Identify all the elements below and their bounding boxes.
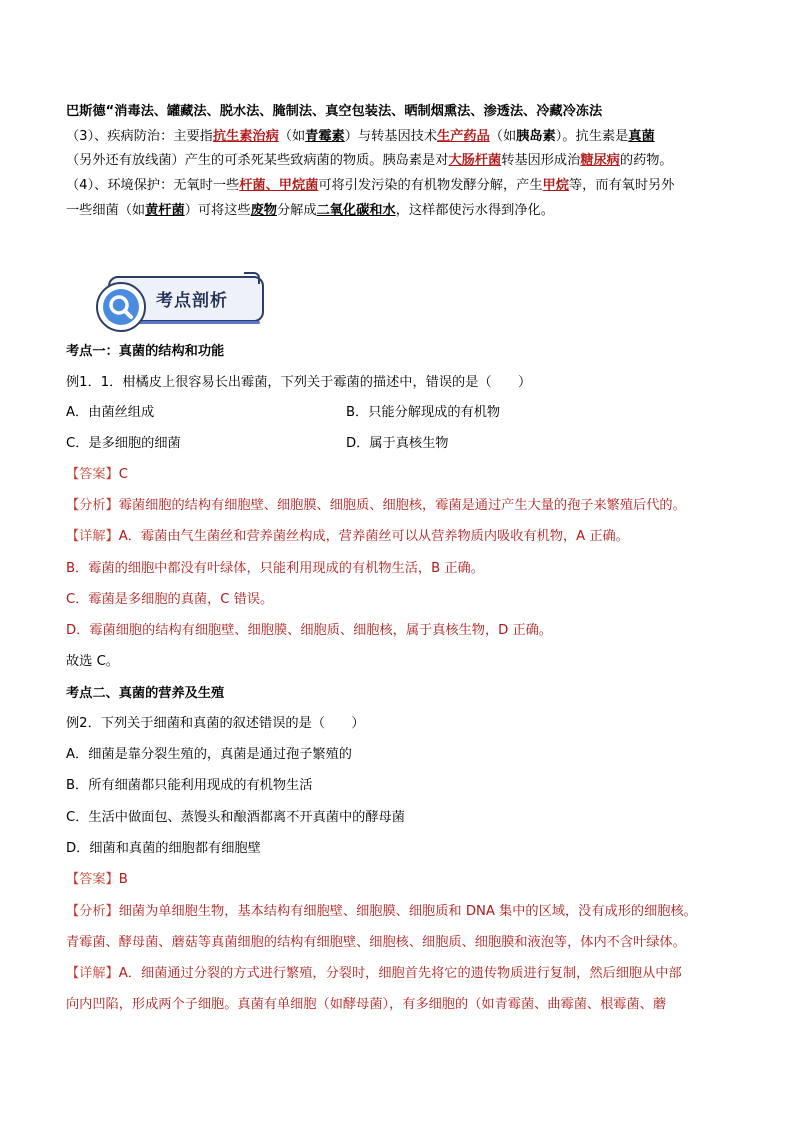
section-2-heading: 考点二、真菌的营养及生殖 <box>66 686 225 701</box>
keyword: 二氧化碳和水 <box>316 203 396 218</box>
text: ）与转基因技术 <box>344 129 438 144</box>
detail-1-c: C．霉菌是多细胞的真菌，C 错误。 <box>66 592 274 607</box>
detail-text: A．霉菌由气生菌丝和营养菌丝构成，营养菌丝可以从营养物质内吸收有机物，A 正确。 <box>118 529 629 544</box>
option-c: C．是多细胞的细菌 <box>66 436 181 451</box>
keyword: 生产药品 <box>437 129 490 144</box>
answer-2 <box>66 871 128 889</box>
answer-value: B <box>118 872 128 887</box>
intro-line-5 <box>66 202 554 220</box>
option-2-c: C．生活中做面包、蒸馒头和酿酒都离不开真菌中的酵母菌 <box>66 810 405 825</box>
text: 分解成 <box>277 203 317 218</box>
text: （如 <box>489 129 517 144</box>
keyword: 黄杆菌 <box>145 203 185 218</box>
detail-2-a <box>66 965 682 983</box>
option-2-b: B．所有细菌都只能利用现成的有机物生活 <box>66 778 313 793</box>
analysis-tag: 【分析】 <box>66 498 119 513</box>
text: （4）、环境保护：无氧时一些 <box>66 178 240 193</box>
detail-1-b: B．霉菌的细胞中都没有叶绿体，只能利用现成的有机物生活，B 正确。 <box>66 561 484 576</box>
detail-tag: 【详解】 <box>66 966 119 981</box>
keyword: 废物 <box>250 203 277 218</box>
detail-2-b: 向内凹陷，形成两个子细胞。真菌有单细胞（如酵母菌），有多细胞的（如青霉菌、曲霉菌、根霉菌、蘑 <box>66 997 667 1012</box>
text: 一些细菌（如 <box>66 203 146 218</box>
answer-1 <box>66 466 128 484</box>
keyword: 青霉素 <box>305 129 345 144</box>
text: （3）、疾病防治：主要指 <box>66 129 213 144</box>
analysis-text: 霉菌细胞的结构有细胞壁、细胞膜、细胞质、细胞核，霉菌是通过产生大量的孢子来繁殖后代的。 <box>118 498 686 513</box>
question-1: 例1．1．柑橘皮上很容易长出霉菌，下列关于霉菌的描述中，错误的是（ ） <box>66 375 532 390</box>
section-banner <box>96 272 266 326</box>
text: ）。抗生素是 <box>555 129 629 144</box>
keyword: 大肠杆菌 <box>448 153 502 168</box>
option-a: A．由菌丝组成 <box>66 405 155 420</box>
text: 可将引发污染的有机物发酵分解，产生 <box>318 178 543 193</box>
option-d: D．属于真核生物 <box>346 436 449 451</box>
answer-tag: 【答案】 <box>66 467 119 482</box>
keyword: 甲烷 <box>542 178 569 193</box>
text: 等，而有氧时另外 <box>568 178 675 193</box>
search-icon <box>96 282 146 332</box>
keyword: 抗生素治病 <box>212 129 279 144</box>
text: 转基因形成治 <box>501 153 581 168</box>
text: （另外还有放线菌）产生的可杀死某些致病菌的物质。胰岛素是对 <box>66 153 449 168</box>
keyword: 胰岛素 <box>516 129 556 144</box>
detail-1-a <box>66 528 629 546</box>
answer-value: C <box>118 467 128 482</box>
conclusion-1: 故选 C。 <box>66 654 119 669</box>
intro-line-3 <box>66 152 673 170</box>
detail-tag: 【详解】 <box>66 529 119 544</box>
analysis-tag: 【分析】 <box>66 904 119 919</box>
banner-underline <box>124 321 260 324</box>
answer-tag: 【答案】 <box>66 872 119 887</box>
section-1-heading: 考点一：真菌的结构和功能 <box>66 344 225 359</box>
option-b: B．只能分解现成的有机物 <box>346 405 501 420</box>
banner-corner <box>244 272 260 284</box>
keyword: 真菌 <box>628 129 655 144</box>
text: 的药物。 <box>619 153 673 168</box>
option-2-d: D．细菌和真菌的细胞都有细胞壁 <box>66 841 261 856</box>
text: ）可将这些 <box>184 203 251 218</box>
text: （如 <box>278 129 306 144</box>
analysis-1 <box>66 497 686 515</box>
keyword: 糖尿病 <box>580 153 620 168</box>
analysis-2-b: 青霉菌、酵母菌、蘑菇等真菌细胞的结构有细胞壁、细胞核、细胞质、细胞膜和液泡等，体内不含叶绿体。 <box>66 935 686 950</box>
detail-1-d: D．霉菌细胞的结构有细胞壁、细胞膜、细胞质、细胞核，属于真核生物，D 正确。 <box>66 623 553 638</box>
analysis-text: 细菌为单细胞生物，基本结构有细胞壁、细胞膜、细胞质和 DNA 集中的区域，没有成形的细胞核。 <box>118 904 697 919</box>
detail-text: A．细菌通过分裂的方式进行繁殖，分裂时，细胞首先将它的遗传物质进行复制，然后细胞从中部 <box>118 966 682 981</box>
question-2: 例2．下列关于细菌和真菌的叙述错误的是（ ） <box>66 716 365 731</box>
option-2-a: A．细菌是靠分裂生殖的，真菌是通过孢子繁殖的 <box>66 747 352 762</box>
intro-line-1: 巴斯德“消毒法、罐藏法、脱水法、腌制法、真空包装法、晒制烟熏法、渗透法、冷藏冷冻法 <box>66 104 603 119</box>
intro-line-2 <box>66 128 655 146</box>
keyword: 杆菌、甲烷菌 <box>239 178 319 193</box>
intro-line-4 <box>66 177 674 195</box>
banner-title: 考点剖析 <box>156 291 228 311</box>
text: ，这样都使污水得到净化。 <box>395 203 554 218</box>
analysis-2-a <box>66 903 697 921</box>
